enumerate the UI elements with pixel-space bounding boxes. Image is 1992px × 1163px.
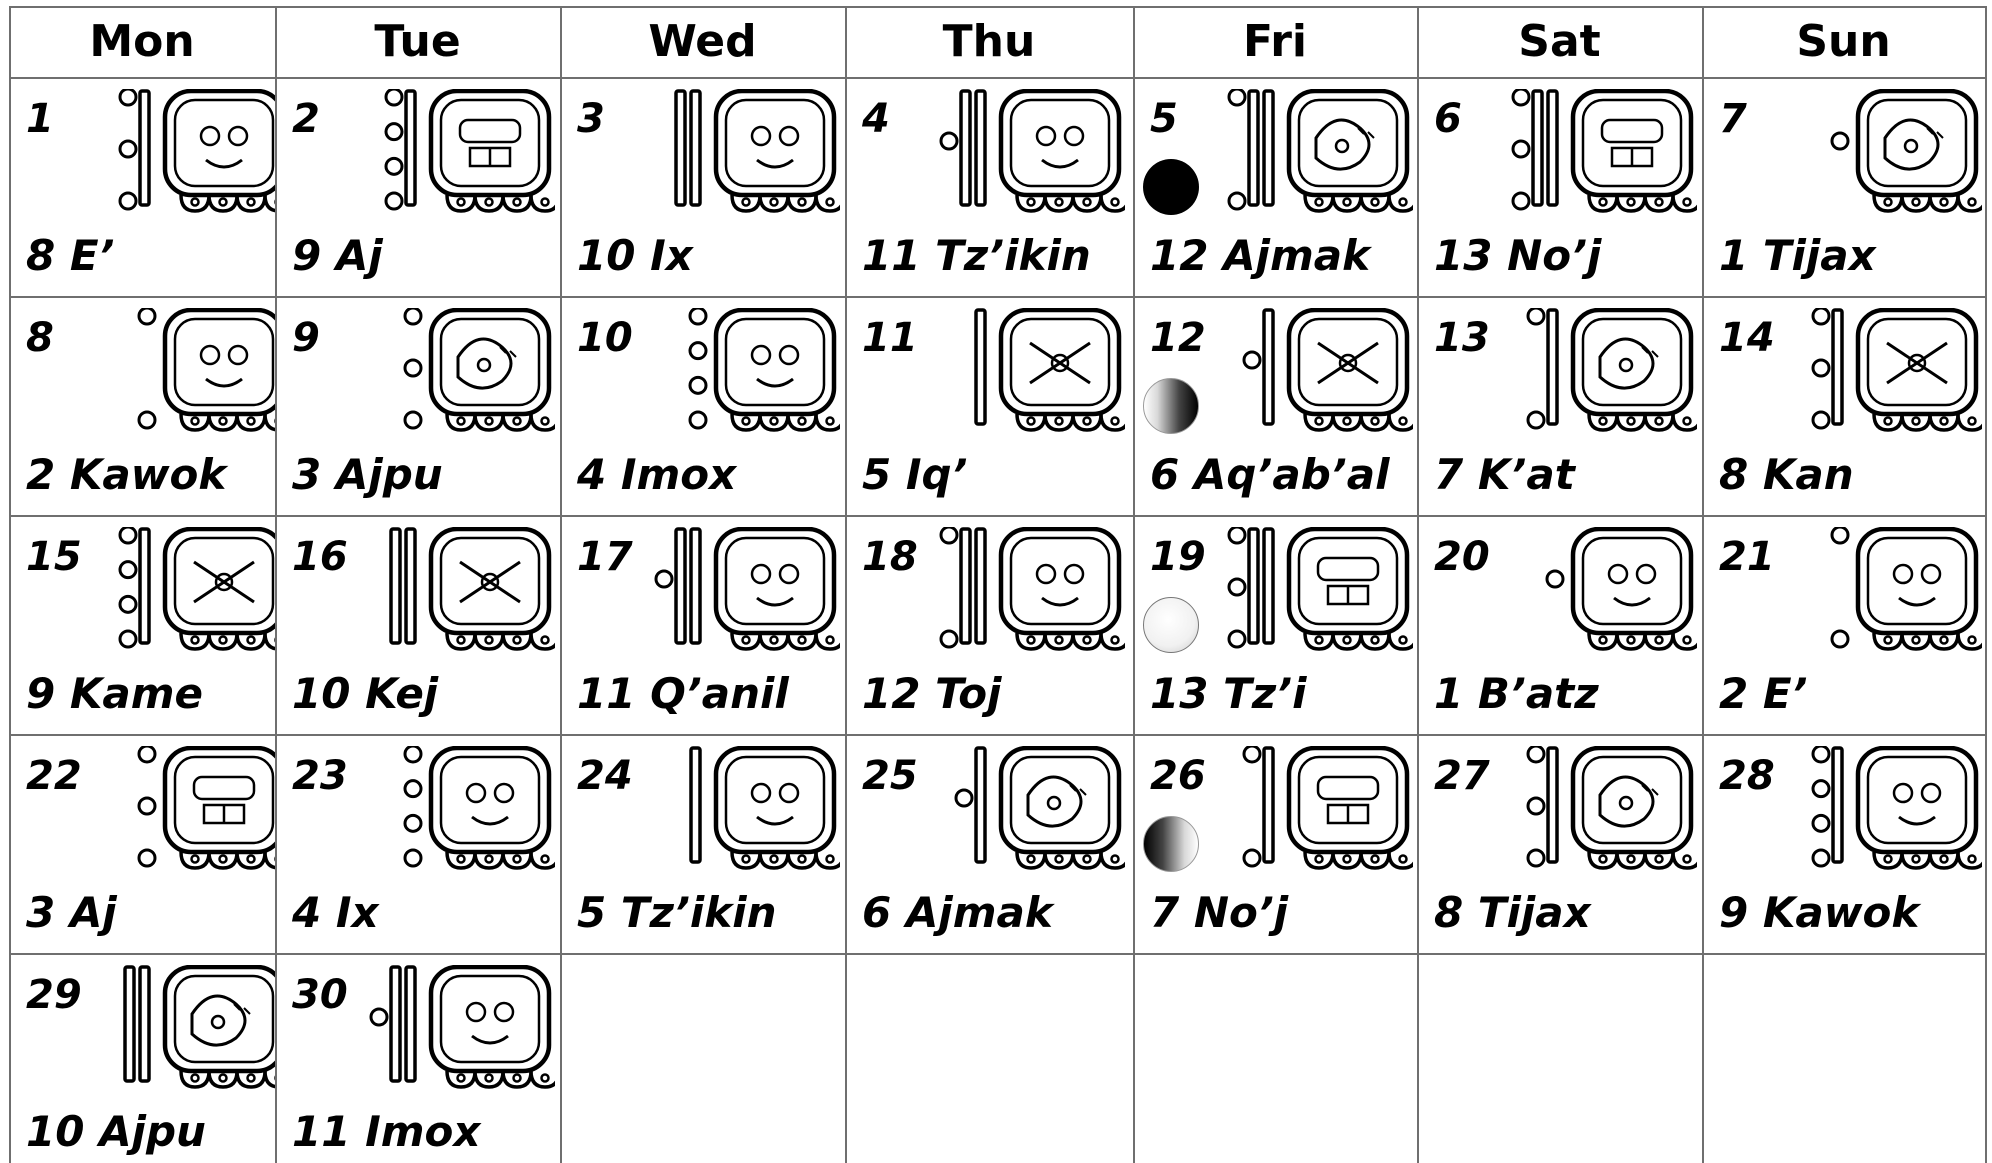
day-cell [845,296,1133,515]
day-number: 15 [26,534,82,580]
day-number: 7 [1719,96,1747,142]
ix-day-sign-icon [640,89,840,219]
ix-day-sign-glyph-drawing [355,746,555,876]
day-cell [9,953,275,1163]
day-number: 18 [862,534,918,580]
maya-day-name: 9 Aj [292,231,383,280]
maya-day-name: 11 Tz’ikin [862,231,1091,280]
maya-day-name: 10 Ajpu [26,1107,206,1156]
day-number: 19 [1150,534,1206,580]
e-day-sign-icon [89,89,275,219]
kat-day-sign-glyph-drawing [1497,308,1697,438]
maya-day-name: 2 E’ [1719,669,1808,718]
tzikin-day-sign-icon [640,746,840,876]
day-number: 8 [26,315,54,361]
day-number: 20 [1434,534,1490,580]
imox-day-sign-glyph-drawing [355,965,555,1095]
day-cell [845,734,1133,953]
aj-day-sign-glyph-drawing [355,89,555,219]
kej-day-sign-icon [355,527,555,657]
day-number: 28 [1719,753,1775,799]
empty-day-cell [845,953,1133,1163]
imox-day-sign-glyph-drawing [640,308,840,438]
qanil-day-sign-icon [640,527,840,657]
tzikin-day-sign-glyph-drawing [640,746,840,876]
tijax-day-sign-glyph-drawing [1782,89,1982,219]
maya-day-name: 8 Tijax [1434,888,1591,937]
maya-day-name: 13 No’j [1434,231,1602,280]
day-cell [560,296,845,515]
noj-day-sign-glyph-drawing [1213,746,1413,876]
day-number: 27 [1434,753,1490,799]
day-number: 14 [1719,315,1775,361]
weekday-header-wed: Wed [648,16,757,67]
day-number: 21 [1719,534,1775,580]
day-cell [1702,734,1985,953]
iq-day-sign-glyph-drawing [925,308,1125,438]
day-cell [275,296,560,515]
noj-day-sign-icon [1497,89,1697,219]
day-number: 9 [292,315,320,361]
empty-day-cell [1133,953,1417,1163]
maya-day-name: 13 Tz’i [1150,669,1307,718]
day-number: 23 [292,753,348,799]
ajmak-day-sign-icon [1213,89,1413,219]
weekday-header-sun: Sun [1796,16,1891,67]
day-cell [845,77,1133,296]
day-cell [1702,77,1985,296]
empty-day-cell [560,953,845,1163]
tijax-day-sign-glyph-drawing [1497,746,1697,876]
kawok-day-sign-glyph-drawing [89,308,275,438]
maya-day-name: 12 Ajmak [1150,231,1371,280]
qanil-day-sign-glyph-drawing [640,527,840,657]
maya-day-name: 9 Kawok [1719,888,1920,937]
day-cell [1133,515,1417,734]
empty-day-cell [1702,953,1985,1163]
last-moon-icon [1143,816,1199,872]
ajmak-day-sign-glyph-drawing [1213,89,1413,219]
maya-day-name: 8 Kan [1719,450,1854,499]
day-cell [560,734,845,953]
tzikin-day-sign-icon [925,89,1125,219]
day-number: 4 [862,96,890,142]
tzi-day-sign-icon [1213,527,1413,657]
kame-day-sign-icon [89,527,275,657]
day-cell [275,77,560,296]
day-cell [1417,77,1702,296]
day-cell [1417,296,1702,515]
kame-day-sign-glyph-drawing [89,527,275,657]
day-number: 13 [1434,315,1490,361]
day-cell [1133,296,1417,515]
kawok-day-sign-icon [1782,746,1982,876]
noj-day-sign-glyph-drawing [1497,89,1697,219]
weekday-header-thu: Thu [942,16,1036,67]
full-moon-icon [1143,597,1199,653]
day-cell [1702,296,1985,515]
maya-day-name: 7 K’at [1434,450,1575,499]
kej-day-sign-glyph-drawing [355,527,555,657]
batz-day-sign-icon [1497,527,1697,657]
day-number: 29 [26,972,82,1018]
batz-day-sign-glyph-drawing [1497,527,1697,657]
maya-day-name: 4 Ix [292,888,379,937]
iq-day-sign-icon [925,308,1125,438]
maya-day-name: 7 No’j [1150,888,1289,937]
noj-day-sign-icon [1213,746,1413,876]
maya-day-name: 11 Imox [292,1107,481,1156]
day-number: 17 [577,534,633,580]
maya-day-name: 6 Aq’ab’al [1150,450,1390,499]
maya-day-name: 3 Aj [26,888,117,937]
kat-day-sign-icon [1497,308,1697,438]
day-number: 10 [577,315,633,361]
maya-day-name: 4 Imox [577,450,737,499]
new-moon-icon [1143,159,1199,215]
day-number: 16 [292,534,348,580]
empty-day-cell [1417,953,1702,1163]
day-cell [275,515,560,734]
day-number: 2 [292,96,320,142]
aqabal-day-sign-glyph-drawing [1213,308,1413,438]
day-cell [9,734,275,953]
maya-day-name: 6 Ajmak [862,888,1053,937]
day-number: 6 [1434,96,1462,142]
ix-day-sign-glyph-drawing [640,89,840,219]
e-day-sign-icon [1782,527,1982,657]
aj-day-sign-glyph-drawing [89,746,275,876]
maya-day-name: 1 B’atz [1434,669,1599,718]
day-cell [275,953,560,1163]
day-cell [1417,734,1702,953]
maya-day-name: 8 E’ [26,231,115,280]
maya-day-name: 3 Ajpu [292,450,443,499]
day-number: 22 [26,753,82,799]
maya-day-name: 11 Q’anil [577,669,789,718]
e-day-sign-glyph-drawing [89,89,275,219]
toj-day-sign-glyph-drawing [925,527,1125,657]
day-cell [845,515,1133,734]
day-cell [9,296,275,515]
day-cell [560,515,845,734]
weekday-header-sat: Sat [1518,16,1601,67]
day-cell [1702,515,1985,734]
imox-day-sign-icon [355,965,555,1095]
weekday-header-mon: Mon [89,16,195,67]
ajmak-day-sign-glyph-drawing [925,746,1125,876]
ajmak-day-sign-icon [925,746,1125,876]
day-number: 3 [577,96,605,142]
maya-day-name: 9 Kame [26,669,203,718]
day-cell [9,515,275,734]
kawok-day-sign-icon [89,308,275,438]
day-cell [275,734,560,953]
day-number: 5 [1150,96,1178,142]
tijax-day-sign-icon [1782,89,1982,219]
ajpu-day-sign-icon [355,308,555,438]
ajpu-day-sign-glyph-drawing [355,308,555,438]
e-day-sign-glyph-drawing [1782,527,1982,657]
day-cell [1133,77,1417,296]
day-cell [560,77,845,296]
day-number: 11 [862,315,918,361]
day-number: 1 [26,96,54,142]
aj-day-sign-icon [355,89,555,219]
grid-line-col [1985,6,1987,1163]
tijax-day-sign-icon [1497,746,1697,876]
ajpu-day-sign-glyph-drawing [89,965,275,1095]
day-cell [9,77,275,296]
ix-day-sign-icon [355,746,555,876]
day-cell [1417,515,1702,734]
ajpu-day-sign-icon [89,965,275,1095]
maya-day-name: 5 Iq’ [862,450,968,499]
maya-day-name: 2 Kawok [26,450,227,499]
imox-day-sign-icon [640,308,840,438]
weekday-header-fri: Fri [1242,16,1308,67]
maya-day-name: 10 Ix [577,231,693,280]
kawok-day-sign-glyph-drawing [1782,746,1982,876]
tzi-day-sign-glyph-drawing [1213,527,1413,657]
day-number: 25 [862,753,918,799]
kan-day-sign-glyph-drawing [1782,308,1982,438]
maya-day-name: 12 Toj [862,669,1002,718]
day-number: 26 [1150,753,1206,799]
kan-day-sign-icon [1782,308,1982,438]
aj-day-sign-icon [89,746,275,876]
aqabal-day-sign-icon [1213,308,1413,438]
toj-day-sign-icon [925,527,1125,657]
maya-day-name: 1 Tijax [1719,231,1876,280]
day-number: 24 [577,753,633,799]
tzikin-day-sign-glyph-drawing [925,89,1125,219]
day-number: 12 [1150,315,1206,361]
maya-day-name: 5 Tz’ikin [577,888,777,937]
maya-day-name: 10 Kej [292,669,439,718]
day-cell [1133,734,1417,953]
first-moon-icon [1143,378,1199,434]
day-number: 30 [292,972,348,1018]
weekday-header-tue: Tue [374,16,461,67]
